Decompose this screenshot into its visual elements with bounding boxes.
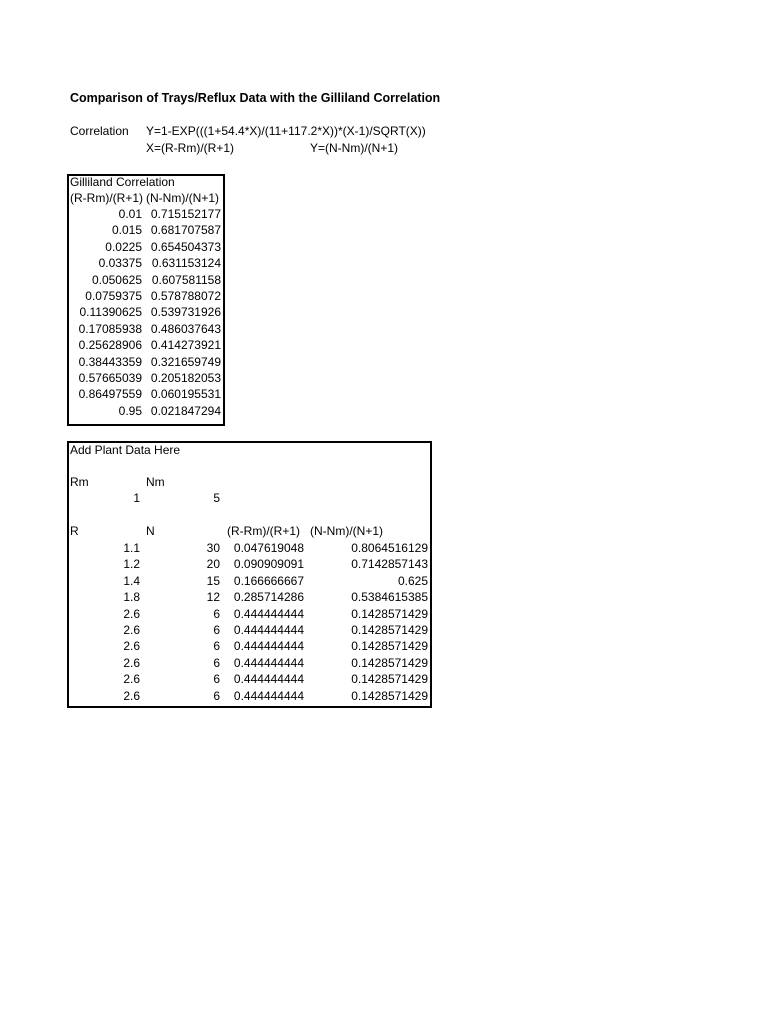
plant-cell-y: 0.1428571429 [351,639,428,654]
page-title: Comparison of Trays/Reflux Data with the Gilliland Correlation [70,91,441,105]
gilliland-cell-y: 0.715152177 [150,207,221,221]
plant-cell-x: 0.166666667 [233,573,304,588]
gilliland-cell-y: 0.539731926 [150,305,221,320]
plant-cell-y: 0.5384615385 [351,590,428,605]
plant-cell-y: 0.1428571429 [351,688,428,703]
correlation-formula: Y=1-EXP(((1+54.4*X)/(11+117.2*X))*(X-1)/SQRT(X)) [146,124,426,138]
gilliland-cell-y: 0.205182053 [150,371,221,385]
gilliland-cell-x: 0.11390625 [79,305,142,320]
gilliland-cell-x: 0.95 [118,403,142,418]
plant-cell-x: 0.444444444 [233,688,304,703]
plant-cell-y: 0.8064516129 [351,541,428,555]
plant-cell-r: 2.6 [123,688,140,703]
gilliland-cell-y: 0.321659749 [150,354,221,369]
plant-cell-n: 12 [206,590,220,605]
plant-cell-r: 1.2 [123,557,140,572]
plant-cell-x: 0.090909091 [233,557,304,572]
rm-label: Rm [70,475,89,489]
gilliland-cell-y: 0.486037643 [150,321,221,336]
gilliland-cell-x: 0.03375 [98,256,142,271]
plant-cell-y: 0.1428571429 [351,672,428,687]
gilliland-cell-x: 0.0759375 [85,289,142,303]
correlation-label: Correlation [70,124,129,138]
gilliland-cell-y: 0.578788072 [150,289,221,303]
plant-cell-x: 0.444444444 [233,606,304,621]
gilliland-cell-x: 0.01 [118,207,142,221]
plant-header-n: N [146,524,155,538]
gilliland-cell-y: 0.021847294 [150,403,221,418]
plant-cell-r: 1.1 [123,541,140,555]
plant-title: Add Plant Data Here [70,443,181,457]
plant-cell-n: 20 [206,557,220,572]
plant-cell-r: 2.6 [123,606,140,621]
plant-cell-x: 0.444444444 [233,623,304,637]
plant-cell-y: 0.625 [397,573,428,588]
plant-cell-n: 15 [206,573,220,588]
plant-cell-n: 30 [206,541,220,555]
plant-cell-x: 0.444444444 [233,672,304,687]
plant-cell-r: 2.6 [123,639,140,654]
gilliland-cell-y: 0.607581158 [151,272,221,287]
gilliland-cell-x: 0.17085938 [78,321,142,336]
plant-cell-y: 0.1428571429 [351,655,428,670]
plant-cell-n: 6 [213,606,220,621]
plant-cell-r: 2.6 [123,655,140,670]
gilliland-cell-y: 0.414273921 [150,338,221,353]
plant-cell-r: 2.6 [123,623,140,637]
gilliland-cell-x: 0.015 [111,223,142,238]
nm-label: Nm [146,475,165,489]
plant-cell-r: 1.4 [123,573,140,588]
plant-cell-y: 0.7142857143 [351,557,428,572]
gilliland-cell-x: 0.57665039 [78,371,142,385]
plant-cell-x: 0.444444444 [233,639,304,654]
gilliland-cell-y: 0.631153124 [151,256,221,271]
gilliland-cell-y: 0.681707587 [150,223,221,238]
plant-cell-x: 0.285714286 [233,590,304,605]
plant-cell-n: 6 [213,688,220,703]
plant-cell-x: 0.444444444 [233,655,304,670]
gilliland-cell-y: 0.060195531 [150,387,221,402]
plant-header-y: (N-Nm)/(N+1) [310,524,383,538]
plant-header-x: (R-Rm)/(R+1) [227,524,300,538]
nm-value: 5 [213,491,220,505]
gilliland-cell-y: 0.654504373 [150,239,221,254]
gilliland-cell-x: 0.86497559 [78,387,142,402]
gilliland-header-x: (R-Rm)/(R+1) [70,191,143,205]
rm-value: 1 [133,491,140,505]
x-definition: X=(R-Rm)/(R+1) [146,141,235,155]
gilliland-cell-x: 0.050625 [91,272,142,287]
plant-cell-r: 1.8 [123,590,140,605]
plant-header-r: R [70,524,79,538]
gilliland-title: Gilliland Correlation [70,175,175,189]
gilliland-cell-x: 0.0225 [105,239,142,254]
gilliland-cell-x: 0.38443359 [78,354,142,369]
gilliland-cell-x: 0.25628906 [78,338,142,353]
plant-cell-n: 6 [213,672,220,687]
plant-cell-n: 6 [213,623,220,637]
plant-cell-n: 6 [213,639,220,654]
plant-cell-x: 0.047619048 [233,541,304,555]
gilliland-header-y: (N-Nm)/(N+1) [146,191,219,205]
plant-cell-n: 6 [213,655,220,670]
plant-cell-r: 2.6 [123,672,140,687]
plant-cell-y: 0.1428571429 [351,623,428,637]
y-definition: Y=(N-Nm)/(N+1) [310,141,399,155]
plant-cell-y: 0.1428571429 [351,606,428,621]
